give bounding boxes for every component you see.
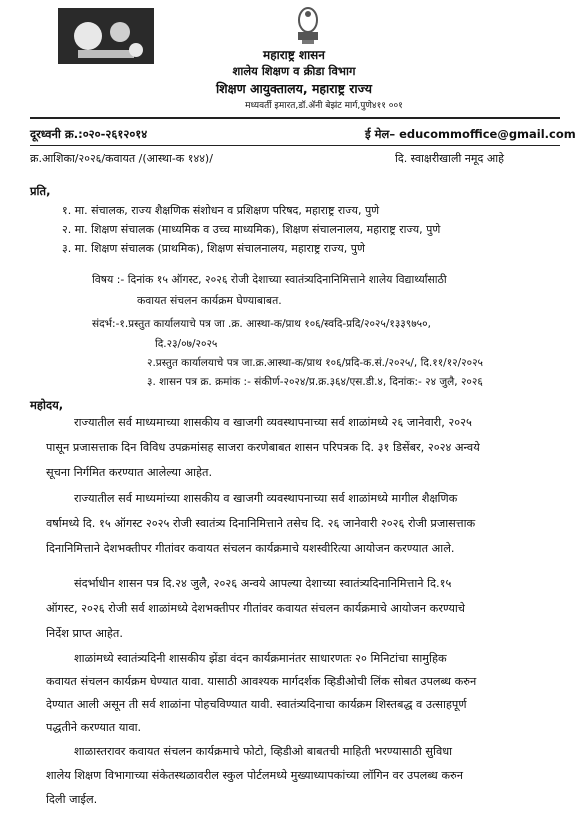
- body-paragraph: [46, 647, 556, 739]
- recipient-item: ३. मा. शिक्षण संचालक (प्राथमिक), शिक्षण संचालनालय, महाराष्ट्र राज्य, पुणे: [62, 242, 365, 255]
- paragraph-line: राज्यातील सर्व माध्यमांच्या शासकीय व खाजगी व्यवस्थापनाच्या सर्व शाळांमध्ये मागील शैक्षणिक: [74, 492, 458, 505]
- paragraph-line: राज्यातील सर्व माध्यमाच्या शासकीय व खाजगी व्यवस्थापनाच्या सर्व शाळांमध्ये २६ जानेवारी, २०२५: [74, 416, 472, 429]
- paragraph-line: दिली जाईल.: [46, 793, 98, 806]
- meta-divider: [30, 145, 560, 146]
- paragraph-line: वर्षामध्ये दि. १५ ऑगस्ट २०२५ रोजी स्वातंत्र्य दिनानिमित्ताने तसेच दि. २६ जानेवारी २०२६ रोजी प्रजासत्ताक: [46, 517, 476, 530]
- reference-item: २.प्रस्तुत कार्यालयाचे पत्र जा.क्र.आस्था-क/प्राथ १०६/प्रदि-क.सं./२०२५/, दि.११/१२/२०२५: [147, 357, 483, 369]
- paragraph-line: कवायत संचलन कार्यक्रम घेण्यात यावा. यासाठी आवश्यक मार्गदर्शक व्हिडीओची लिंक सोबत उपलब्ध करुन: [46, 675, 477, 688]
- recipient-item: २. मा. शिक्षण संचालक (माध्यमिक व उच्च माध्यमिक), शिक्षण संचालनालय, महाराष्ट्र राज्य, पुणे: [62, 223, 441, 236]
- office-name: शिक्षण आयुक्तालय, महाराष्ट्र राज्य: [215, 81, 373, 96]
- body-paragraph: [46, 410, 556, 485]
- recipient-heading: प्रति,: [30, 184, 51, 198]
- paragraph-line: दिनानिमित्ताने देशभक्तीपर गीतांवर कवायत संचलन कार्यक्रमाचे यशस्वीरित्या आयोजन करण्यात आले.: [46, 542, 455, 555]
- salutation: महोदय,: [30, 398, 64, 412]
- office-address: मध्यवर्ती इमारत,डॉ.ॲनी बेझंट मार्ग,पुणे४११ ००१: [245, 101, 403, 111]
- letter-date: दि. स्वाक्षरीखाली नमूद आहे: [395, 152, 504, 165]
- paragraph-line: पासून प्रजासत्ताक दिन विविध उपक्रमांसह साजरा करणेबाबत शासन परिपत्रक दि. ३१ डिसेंबर, २०२४ अन्वये: [46, 441, 480, 454]
- paragraph-line: सूचना निर्गमित करण्यात आलेल्या आहेत.: [46, 466, 213, 479]
- paragraph-line: शाळांमध्ये स्वातंत्र्यदिनी शासकीय झेंडा वंदन कार्यक्रमानंतर साधारणतः २० मिनिटांचा सामुहिक: [74, 652, 447, 665]
- recipient-item: १. मा. संचालक, राज्य शैक्षणिक संशोधन व प्रशिक्षण परिषद, महाराष्ट्र राज्य, पुणे: [62, 204, 380, 217]
- body-paragraph: [46, 571, 556, 646]
- reference-item: संदर्भ:-१.प्रस्तुत कार्यालयाचे पत्र जा .क्र. आस्था-क/प्राथ १०६/स्वदि-प्रदि/२०२५/१३३९७५०,: [92, 318, 431, 330]
- reference-number: क्र.आशिका/२०२६/कवायत /(आस्था-क १४४)/: [30, 152, 213, 165]
- email-address: ई मेल– educommoffice@gmail.com: [365, 127, 576, 141]
- subject-line: विषय :- दिनांक १५ ऑगस्ट, २०२६ रोजी देशाच्या स्वातंत्र्यदिनानिमित्ताने शालेय विद्यार्थ्यांसाठी: [92, 273, 447, 286]
- national-emblem-icon: [294, 2, 322, 46]
- paragraph-line: देण्यात आली असून ती सर्व शाळांना पोहचविण्यात यावी. स्वातंत्र्यदिनाचा कार्यक्रम शिस्तबद्ध व उत्साहपूर्ण: [46, 698, 467, 711]
- reference-item: दि.२३/०७/२०२५: [155, 338, 218, 350]
- body-paragraph: [46, 486, 556, 561]
- govt-name: महाराष्ट्र शासन: [263, 48, 325, 62]
- phone-number: दूरध्वनी क्र.:०२०-२६१२०१४: [30, 127, 148, 141]
- reference-item: ३. शासन पत्र क्र. क्रमांक :- संकीर्ण-२०२४/प्र.क्र.३६४/एस.डी.४, दिनांक:- २४ जुलै, २०२६: [147, 376, 483, 388]
- department-name: शालेय शिक्षण व क्रीडा विभाग: [232, 64, 356, 78]
- paragraph-line: निर्देश प्राप्त आहेत.: [46, 627, 123, 640]
- paragraph-line: शाळास्तरावर कवायत संचलन कार्यक्रमाचे फोटो, व्हिडीओ बाबतची माहिती भरण्यासाठी सुविधा: [74, 745, 453, 758]
- paragraph-line: पद्धतीने करण्यात यावा.: [46, 721, 142, 734]
- paragraph-line: शालेय शिक्षण विभागाच्या संकेतस्थळावरील स्कुल पोर्टलमध्ये मुख्याध्यापकांच्या लॉगिन वर उपलब्ध करुन: [46, 769, 464, 782]
- paragraph-line: संदर्भाधीन शासन पत्र दि.२४ जुलै, २०२६ अन्वये आपल्या देशाच्या स्वातंत्र्यदिनानिमित्ताने दि.१५: [74, 577, 452, 590]
- subject-line: कवायत संचलन कार्यक्रम घेण्याबाबत.: [137, 294, 282, 307]
- body-paragraph: [46, 740, 556, 812]
- paragraph-line: ऑगस्ट, २०२६ रोजी सर्व शाळांमध्ये देशभक्तीपर गीतांवर कवायत संचलन कार्यक्रमाचे आयोजन करण्याचे: [46, 602, 465, 615]
- header-divider: [30, 117, 560, 119]
